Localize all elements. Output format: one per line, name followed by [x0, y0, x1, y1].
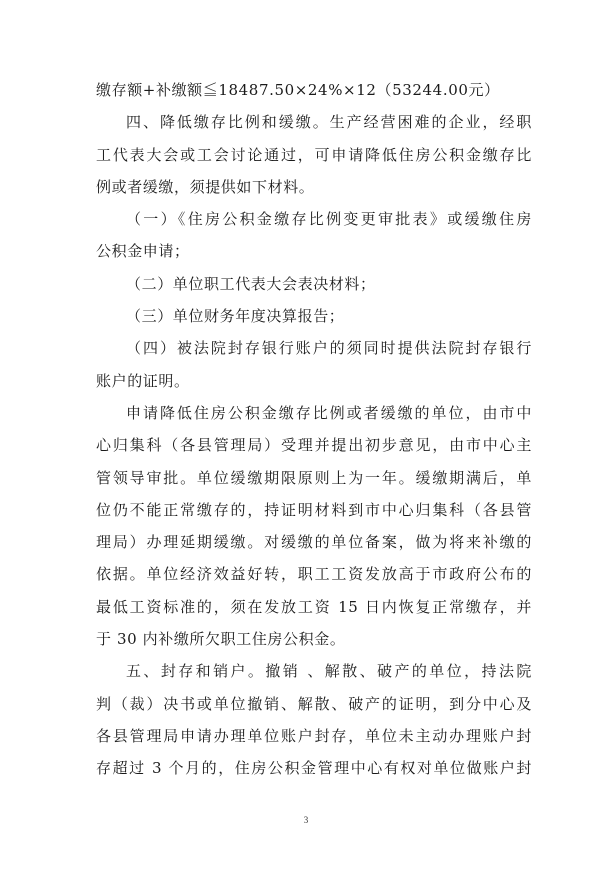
document-body [96, 74, 532, 785]
text-line: （四）被法院封存银行账户的须同时提供法院封存银行 [126, 339, 532, 358]
text-line: 申请降低住房公积金缴存比例或者缓缴的单位，由市中 [126, 403, 532, 422]
text-line: 依据。单位经济效益好转，职工工资发放高于市政府公布的 [96, 565, 532, 584]
text-line: 公积金申请； [96, 242, 190, 261]
text-line: 各县管理局申请办理单位账户封存，单位未主动办理账户封 [96, 726, 532, 745]
text-line: 最低工资标准的，须在发放工资 15 日内恢复正常缴存，并 [96, 597, 532, 616]
text-line: 账户的证明。 [96, 371, 190, 390]
text-line: 缴存额+补缴额≦18487.50×24%×12（53244.00元） [96, 81, 500, 99]
text-line: 位仍不能正常缴存的，持证明材料到市中心归集科（各县管 [96, 500, 532, 519]
text-line: 于 30 内补缴所欠职工住房公积金。 [96, 630, 346, 649]
text-line: 四、降低缴存比例和缓缴。生产经营困难的企业，经职 [126, 113, 532, 132]
text-line: （一）《住房公积金缴存比例变更审批表》或缓缴住房 [126, 210, 532, 229]
page-number: 3 [303, 815, 309, 825]
text-line: 五、封存和销户。撤销 、解散、破产的单位，持法院 [126, 662, 532, 681]
text-line: 例或者缓缴，须提供如下材料。 [96, 177, 315, 196]
text-line: 管领导审批。单位缓缴期限原则上为一年。缓缴期满后，单 [96, 468, 532, 487]
text-line: 理局）办理延期缓缴。对缓缴的单位备案，做为将来补缴的 [96, 533, 532, 552]
text-line: （二）单位职工代表大会表决材料； [126, 274, 376, 293]
text-line: 存超过 3 个月的，住房公积金管理中心有权对单位做账户封 [96, 759, 532, 778]
text-line: 判（裁）决书或单位撤销、解散、破产的证明，到分中心及 [96, 694, 532, 713]
text-line: 工代表大会或工会讨论通过，可申请降低住房公积金缴存比 [96, 145, 532, 164]
text-line: （三）单位财务年度决算报告； [126, 307, 345, 326]
text-line: 心归集科（各县管理局）受理并提出初步意见，由市中心主 [96, 436, 532, 455]
